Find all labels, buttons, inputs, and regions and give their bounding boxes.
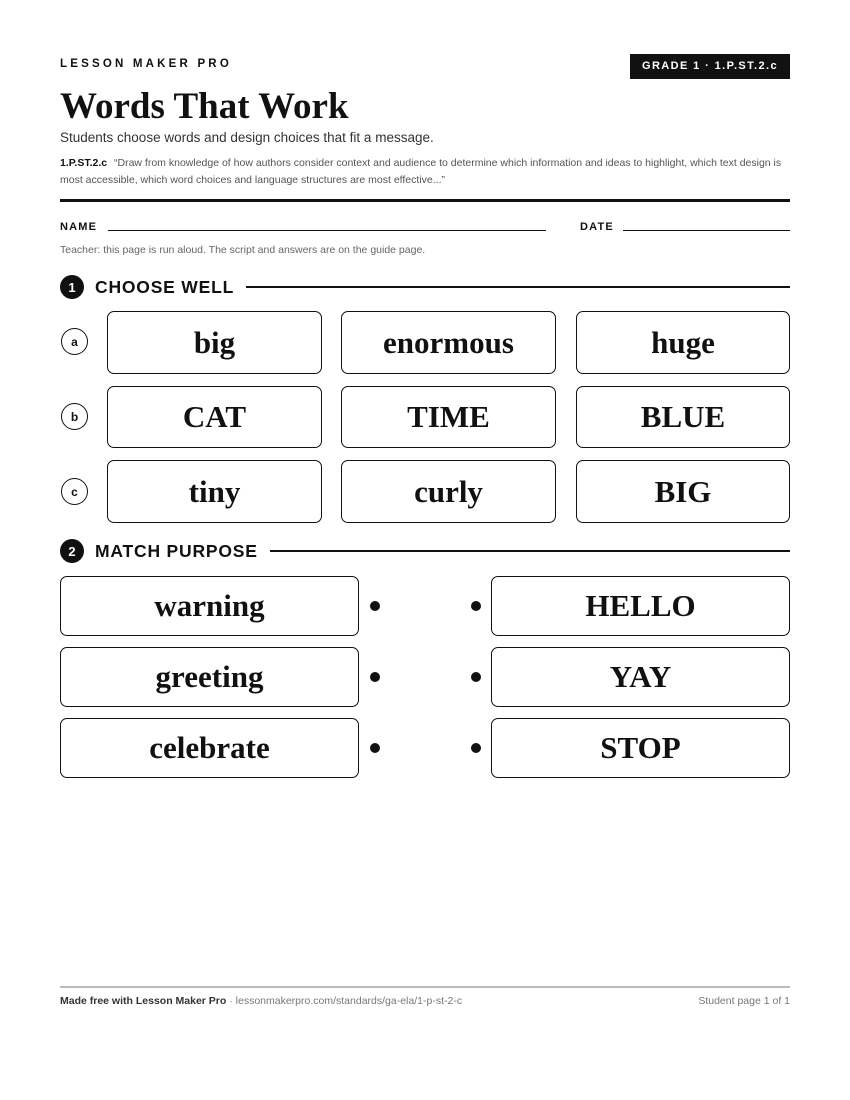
match-dot-right[interactable] — [471, 672, 481, 682]
purpose-card[interactable]: warning — [60, 576, 359, 636]
section-number: 1 — [60, 275, 84, 299]
word-card[interactable]: tiny — [107, 460, 322, 523]
teacher-note: Teacher: this page is run aloud. The script and answers are on the guide page. — [60, 244, 426, 256]
name-field[interactable] — [108, 230, 546, 231]
section-match-purpose-header — [60, 539, 790, 563]
word-card[interactable]: curly — [341, 460, 556, 523]
row-letter-a: a — [61, 328, 88, 355]
row-letter-b: b — [61, 403, 88, 430]
grade-badge: GRADE 1 · 1.P.ST.2.c — [630, 54, 790, 79]
message-card[interactable]: STOP — [491, 718, 790, 778]
purpose-card[interactable]: greeting — [60, 647, 359, 707]
match-dot-right[interactable] — [471, 743, 481, 753]
standard-code: 1.P.ST.2.c — [60, 157, 108, 169]
purpose-card[interactable]: celebrate — [60, 718, 359, 778]
match-dot-right[interactable] — [471, 601, 481, 611]
footer-page-number: Student page 1 of 1 — [698, 995, 790, 1007]
page-subtitle: Students choose words and design choices that fit a message. — [60, 130, 434, 145]
section-choose-well-header — [60, 275, 790, 299]
match-dot-left[interactable] — [370, 743, 380, 753]
row-letter-c: c — [61, 478, 88, 505]
date-field[interactable] — [623, 230, 790, 231]
brand-name: LESSON MAKER PRO — [60, 58, 232, 70]
section-divider — [270, 550, 790, 552]
section-number: 2 — [60, 539, 84, 563]
match-dot-left[interactable] — [370, 672, 380, 682]
word-card[interactable]: big — [107, 311, 322, 374]
match-dot-left[interactable] — [370, 601, 380, 611]
message-card[interactable]: HELLO — [491, 576, 790, 636]
footer-url[interactable]: · lessonmakerpro.com/standards/ga-ela/1-p-st-2-c — [226, 995, 463, 1007]
section-title: MATCH PURPOSE — [95, 540, 258, 561]
word-card[interactable]: BIG — [576, 460, 790, 523]
name-label: NAME — [60, 221, 98, 233]
word-card[interactable]: enormous — [341, 311, 556, 374]
header-divider — [60, 199, 790, 202]
section-divider — [246, 286, 790, 288]
standard-text: “Draw from knowledge of how authors consider context and audience to determine which information and ideas to highlight, which text design is most accessible, which word choices and language structures are most effective...” — [60, 157, 782, 186]
word-card[interactable]: CAT — [107, 386, 322, 448]
word-card[interactable]: TIME — [341, 386, 556, 448]
footer-credit — [60, 995, 462, 1007]
section-title: CHOOSE WELL — [95, 276, 235, 297]
standard-description — [60, 155, 790, 189]
footer-made-with: Made free with Lesson Maker Pro — [60, 995, 227, 1007]
date-label: DATE — [580, 221, 614, 233]
word-card[interactable]: BLUE — [576, 386, 790, 448]
footer-divider — [60, 986, 790, 988]
word-card[interactable]: huge — [576, 311, 790, 374]
message-card[interactable]: YAY — [491, 647, 790, 707]
page-title: Words That Work — [60, 86, 349, 127]
